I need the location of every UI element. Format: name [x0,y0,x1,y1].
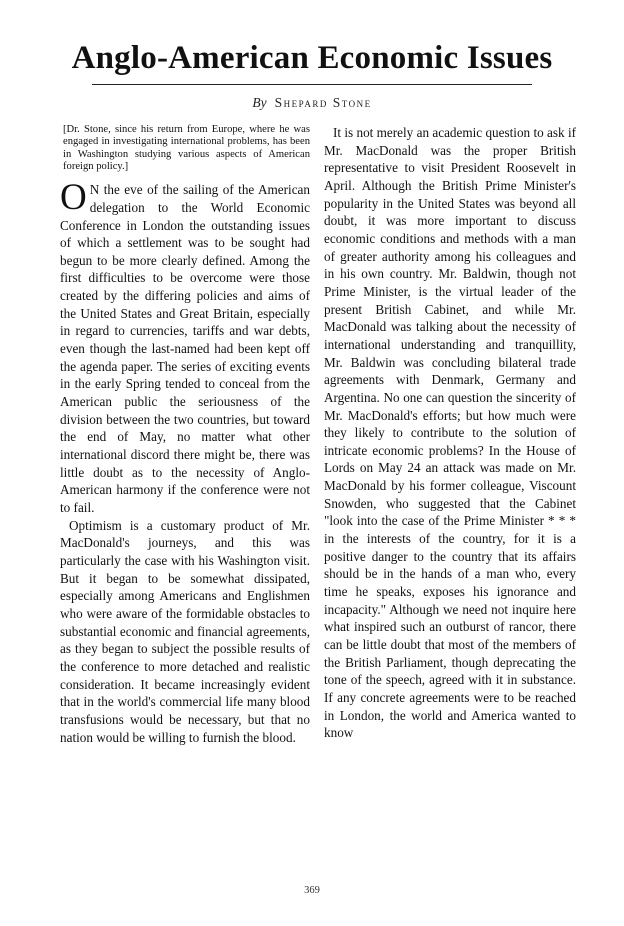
article-title: Anglo-American Economic Issues [71,40,553,76]
byline-prefix: By [252,95,267,110]
lead-paragraph [60,177,311,516]
title-rule [92,84,532,85]
page-number: 369 [304,885,320,896]
drop-cap: O [60,177,87,219]
author-name: Shepard Stone [274,95,372,110]
byline [0,95,624,111]
paragraph-text: the eve of the sailing of the American delegation to the World Economic Conference in London the outstanding issues of which a settlement was to be sought had begun to be more clearly defined. Among the first difficulties to be overcome were those created by the differing policies and aims of the United States and Great Britain, especially in regard to currencies, tariffs and war debts, even though the last-named had been kept off the agenda paper. The series of exciting events in the early Spring tended to conceal from the American public the seriousness of the division between the two countries, but toward the end of May, no matter what other international discord there might be, there was little doubt as to the necessity of Anglo-American harmony if the conference were not to fail. [60,182,311,515]
right-column [324,124,576,742]
paragraph: Optimism is a customary product of Mr. MacDonald's journeys, and this was particularly the case with his Washington visit. But it began to be somewhat dissipated, especially among Americans and Englishmen who were aware of the formidable obstacles to substantial economic and financial agreements, as they began to subject the possible results of the conference to more detached and realistic consideration. It became increasingly evident that in the world's commercial life many blood transfusions would be necessary, but that no nation would be willing to furnish the blood. [60,517,310,745]
editor-note: [Dr. Stone, since his return from Europe, where he was engaged in investigating international problems, has been in Washington studying various aspects of American foreign policy.] [63,124,310,172]
left-column [60,124,310,746]
lead-caps: N [89,182,100,198]
paragraph: It is not merely an academic question to ask if Mr. MacDonald was the proper British representative to visit President Roosevelt in April. Although the British Prime Minister's popularity in the United States was beyond all doubt, it was more important to discuss economic conditions and methods with a man of greater authority among his colleagues and in his own country. Mr. Baldwin, though not Prime Minister, is the virtual leader of the present British Cabinet, and while Mr. MacDonald was talking about the necessity of international understanding and tranquillity, Mr. Baldwin was concluding bilateral trade agreements with Denmark, Germany and Argentina. No one can question the sincerity of Mr. MacDonald's efforts; but how much were they likely to contribute to the solution of intricate economic problems? In the House of Lords on May 24 an attack was made on Mr. MacDonald by his former colleague, Viscount Snowden, who suggested that the Cabinet "look into the case of the Prime Minister * * * in the interests of the country, for it is a positive danger to the country that its affairs should be in the hands of a man who, every time he speaks, exposes his ignorance and incapacity." Although we need not inquire here what inspired such an outburst of rancor, there can be little doubt that most of the members of the British Parliament, though deprecating the tone of the speech, agreed with it in substance. If any concrete agreements were to be reached in London, the world and America wanted to know [324,125,576,741]
